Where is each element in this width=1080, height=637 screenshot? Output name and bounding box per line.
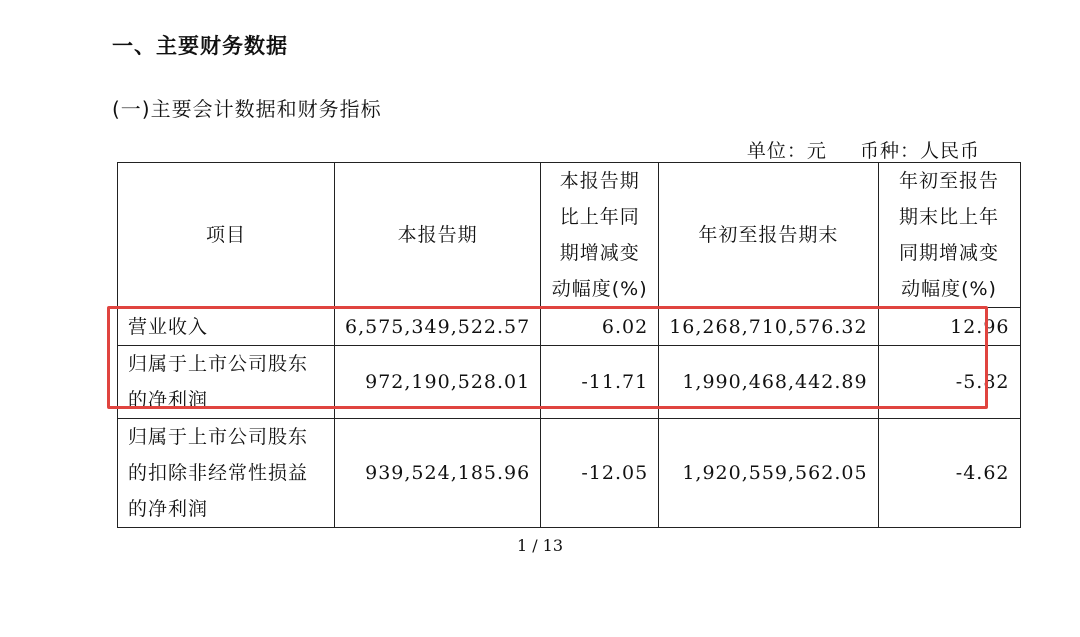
cell-current: 939,524,185.96 <box>335 419 541 528</box>
header-ytd: 年初至报告期末 <box>659 163 878 308</box>
table-row <box>118 346 1021 419</box>
row-item-label: 营业收入 <box>118 308 335 346</box>
cell-ytd: 1,920,559,562.05 <box>659 419 878 528</box>
page-number: 1 / 13 <box>516 536 564 555</box>
cell-current-change: -11.71 <box>541 346 659 419</box>
cell-ytd: 1,990,468,442.89 <box>659 346 878 419</box>
header-current-period: 本报告期 <box>335 163 541 308</box>
row-item-label: 归属于上市公司股东 的扣除非经常性损益 的净利润 <box>118 419 335 528</box>
cell-current-change: -12.05 <box>541 419 659 528</box>
header-ytd-change: 年初至报告 期末比上年 同期增减变 动幅度(%) <box>878 163 1020 308</box>
currency-label: 币种：人民币 <box>859 140 980 162</box>
table-header-row <box>118 163 1021 308</box>
header-item: 项目 <box>118 163 335 308</box>
section-title: 一、主要财务数据 <box>112 34 288 58</box>
table-row <box>118 419 1021 528</box>
cell-ytd-change: 12.96 <box>878 308 1020 346</box>
row-item-label: 归属于上市公司股东 的净利润 <box>118 346 335 419</box>
unit-line <box>747 136 980 163</box>
table-row <box>118 308 1021 346</box>
cell-ytd: 16,268,710,576.32 <box>659 308 878 346</box>
cell-ytd-change: -4.62 <box>878 419 1020 528</box>
subsection-title: (一)主要会计数据和财务指标 <box>112 97 382 121</box>
cell-current: 6,575,349,522.57 <box>335 308 541 346</box>
unit-label: 单位：元 <box>746 140 827 162</box>
cell-current-change: 6.02 <box>541 308 659 346</box>
financial-data-table <box>117 162 1021 528</box>
cell-current: 972,190,528.01 <box>335 346 541 419</box>
header-current-change: 本报告期 比上年同 期增减变 动幅度(%) <box>541 163 659 308</box>
cell-ytd-change: -5.82 <box>878 346 1020 419</box>
